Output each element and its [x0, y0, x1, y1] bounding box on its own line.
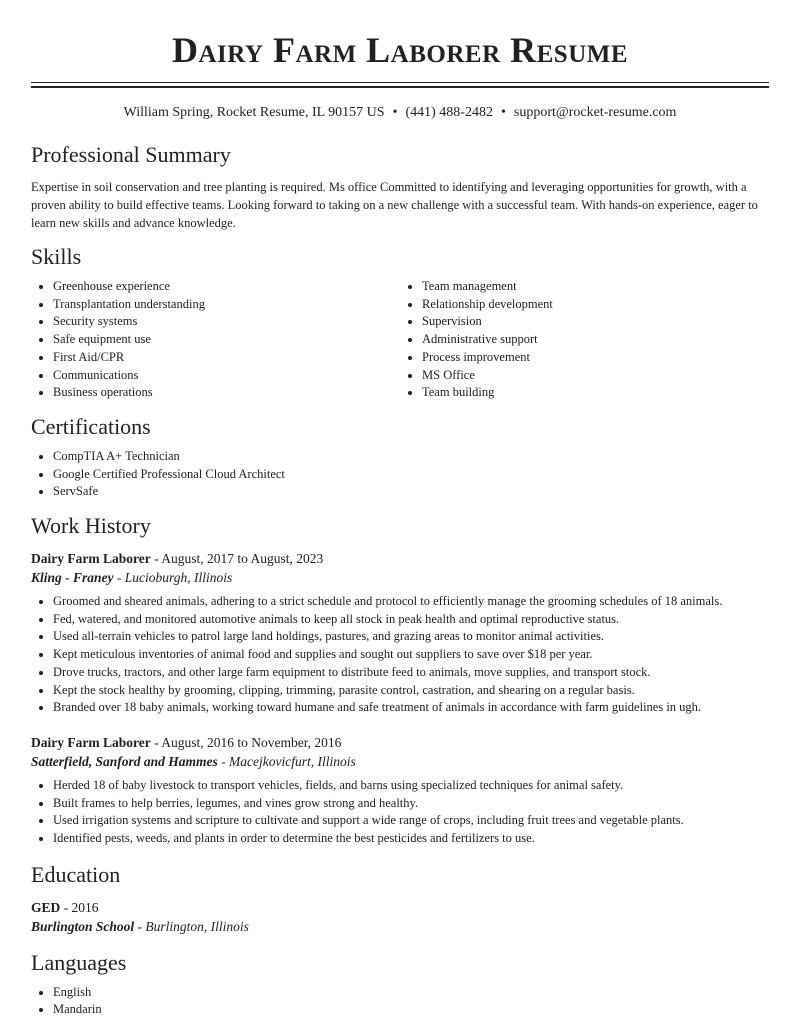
certifications-heading: Certifications [31, 413, 151, 439]
job-title-line [31, 549, 769, 568]
skill-item: • MS Office [422, 367, 769, 385]
job-bullet: • Branded over 18 baby animals, working toward humane and safe treatment of animals in accordance with farm guidelines in ugh. [53, 699, 769, 717]
contact-line [31, 104, 769, 122]
contact-separator: • [500, 105, 506, 120]
language-item: • English [53, 984, 769, 1002]
language-item: • Mandarin [53, 1001, 769, 1019]
title-divider-thick [31, 86, 769, 88]
skill-item: • Administrative support [422, 331, 769, 349]
job-role: Dairy Farm Laborer [31, 551, 151, 567]
contact-phone: (441) 488-2482 [405, 105, 493, 120]
skills-section [31, 244, 769, 402]
skill-item: • Greenhouse experience [53, 278, 400, 296]
work-history-section [31, 513, 769, 848]
job-location: - Lucioburgh, Illinois [113, 570, 233, 586]
skill-item: • Process improvement [422, 349, 769, 367]
job-bullets [31, 777, 769, 848]
job-bullets [31, 593, 769, 717]
certification-item: • CompTIA A+ Technician [53, 448, 769, 466]
job-bullet: • Used irrigation systems and scripture to cultivate and support a wide range of crops, including fruit trees and vegetable plants. [53, 812, 769, 830]
job-employer-line [31, 752, 769, 771]
job-bullet: • Built frames to help berries, legumes, and vines grow strong and healthy. [53, 795, 769, 813]
summary-heading: Professional Summary [31, 142, 231, 167]
job-bullet: • Used all-terrain vehicles to patrol large land holdings, pastures, and grazing areas to monitor animal activities. [53, 628, 769, 646]
skills-list-left [31, 278, 400, 402]
skill-item: • Relationship development [422, 296, 769, 314]
job-employer: Satterfield, Sanford and Hammes [31, 753, 218, 769]
job-bullet: • Drove trucks, tractors, and other large farm equipment to distribute feed to animals, move supplies, and transport stock. [53, 664, 769, 682]
certification-item: • Google Certified Professional Cloud Architect [53, 466, 769, 484]
contact-address: William Spring, Rocket Resume, IL 90157 US [123, 105, 385, 120]
education-heading: Education [31, 861, 121, 887]
job-entry [31, 549, 769, 717]
education-section [31, 862, 769, 936]
resume-title: Dairy Farm Laborer Resume [171, 30, 629, 70]
languages-list [31, 984, 769, 1019]
certifications-section [31, 414, 769, 501]
job-bullet: • Groomed and sheared animals, adhering to a strict schedule and protocol to efficiently manage the grooming schedules of 18 animals. [53, 593, 769, 611]
languages-section [31, 950, 769, 1019]
degree-line [31, 898, 769, 917]
skill-item: • Team building [422, 384, 769, 402]
work-history-heading: Work History [31, 513, 151, 539]
resume-page [31, 0, 769, 1019]
skills-list-right [400, 278, 769, 402]
skill-item: • Team management [422, 278, 769, 296]
title-divider-thin [31, 82, 769, 83]
job-entry [31, 733, 769, 848]
job-bullet: • Kept the stock healthy by grooming, clipping, trimming, parasite control, castration, and shearing on a regular basis. [53, 682, 769, 700]
job-dates: - August, 2017 to August, 2023 [150, 551, 324, 567]
school-line [31, 917, 769, 936]
skill-item: • Safe equipment use [53, 331, 400, 349]
skill-item: • Security systems [53, 313, 400, 331]
skill-item: • Business operations [53, 384, 400, 402]
summary-section [31, 142, 769, 232]
job-bullet: • Herded 18 of baby livestock to transport vehicles, fields, and barns using specialized techniques for animal safety. [53, 777, 769, 795]
education-entry [31, 898, 769, 936]
skills-columns [31, 270, 769, 402]
job-dates: - August, 2016 to November, 2016 [150, 734, 342, 750]
job-employer-line [31, 568, 769, 587]
skill-item: • First Aid/CPR [53, 349, 400, 367]
certifications-list [31, 448, 769, 501]
school-location: - Burlington, Illinois [134, 918, 249, 934]
skill-item: • Communications [53, 367, 400, 385]
job-bullet: • Identified pests, weeds, and plants in order to determine the best pesticides and fertilizers to use. [53, 830, 769, 848]
skills-heading: Skills [31, 244, 82, 269]
degree: GED [31, 899, 61, 915]
job-bullet: • Kept meticulous inventories of animal food and supplies and sought out suppliers to save over $18 per year. [53, 646, 769, 664]
job-role: Dairy Farm Laborer [31, 734, 151, 750]
contact-email: support@rocket-resume.com [513, 105, 677, 120]
degree-year: - 2016 [60, 899, 99, 915]
summary-text: Expertise in soil conservation and tree planting is required. Ms office Committed to identifying and leveraging opportunities for growth, with a proven ability to build effective teams. Looking forward to taking on a new challenge with a successful team. With hands-on experience, eager to learn new skills and advance knowledge. [31, 180, 758, 230]
job-employer: Kling - Franey [31, 570, 114, 586]
job-title-line [31, 733, 769, 752]
certification-item: • ServSafe [53, 483, 769, 501]
job-bullet: • Fed, watered, and monitored automotive animals to keep all stock in peak health and optimal reproductive status. [53, 611, 769, 629]
contact-separator: • [392, 105, 398, 120]
school-name: Burlington School [31, 918, 135, 934]
languages-heading: Languages [31, 949, 127, 975]
job-location: - Macejkovicfurt, Illinois [217, 753, 356, 769]
skill-item: • Transplantation understanding [53, 296, 400, 314]
skill-item: • Supervision [422, 313, 769, 331]
